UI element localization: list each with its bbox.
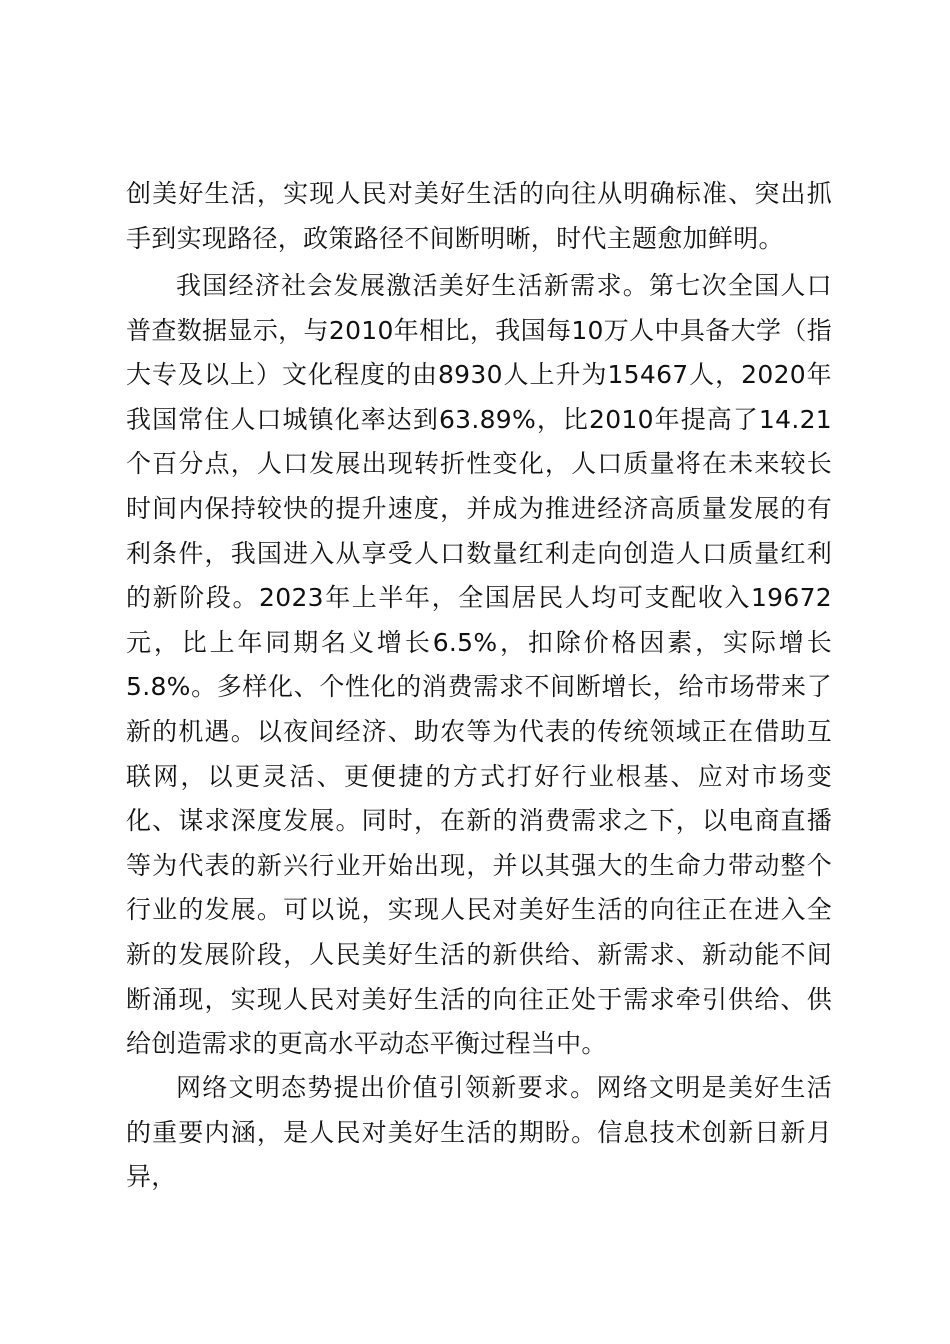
paragraph-2-text: 我国经济社会发展激活美好生活新需求。第七次全国人口普查数据显示，与2010年相比，我国每10万人中具备大学（指大专及以上）文化程度的由8930人上升为15467人，2020年我国常住人口城镇化率达到63.89%，比2010年提高了14.21个百分点，人口发展出现转折性变化，人口质量将在未来较长时间内保持较快的提升速度，并成为推进经济高质量发展的有利条件，我国进入从享受人口数量红利走向创造人口质量红利的新阶段。2023年上半年，全国居民人均可支配收入19672元，比上年同期名义增长6.5%，扣除价格因素，实际增长5.8%。多样化、个性化的消费需求不间断增长，给市场带来了新的机遇。以夜间经济、助农等为代表的传统领域正在借助互联网，以更灵活、更便捷的方式打好行业根基、应对市场变化、谋求深度发展。同时，在新的消费需求之下，以电商直播等为代表的新兴行业开始出现，并以其强大的生命力带动整个行业的发展。可以说，实现人民对美好生活的向往正在进入全新的发展阶段，人民美好生活的新供给、新需求、新动能不间断涌现，实现人民对美好生活的向往正处于需求牵引供给、供给创造需求的更高水平动态平衡过程当中。: [126, 271, 832, 1059]
paragraph-network-civilization: [126, 1066, 832, 1200]
paragraph-3-text: 网络文明态势提出价值引领新要求。网络文明是美好生活的重要内涵，是人民对美好生活的期盼。信息技术创新日新月异，: [126, 1073, 832, 1192]
paragraph-continued: [126, 172, 832, 261]
paragraph-1-text: 创美好生活，实现人民对美好生活的向往从明确标准、突出抓手到实现路径，政策路径不间断明晰，时代主题愈加鲜明。: [126, 179, 832, 253]
paragraph-population-demand: [126, 264, 832, 1067]
